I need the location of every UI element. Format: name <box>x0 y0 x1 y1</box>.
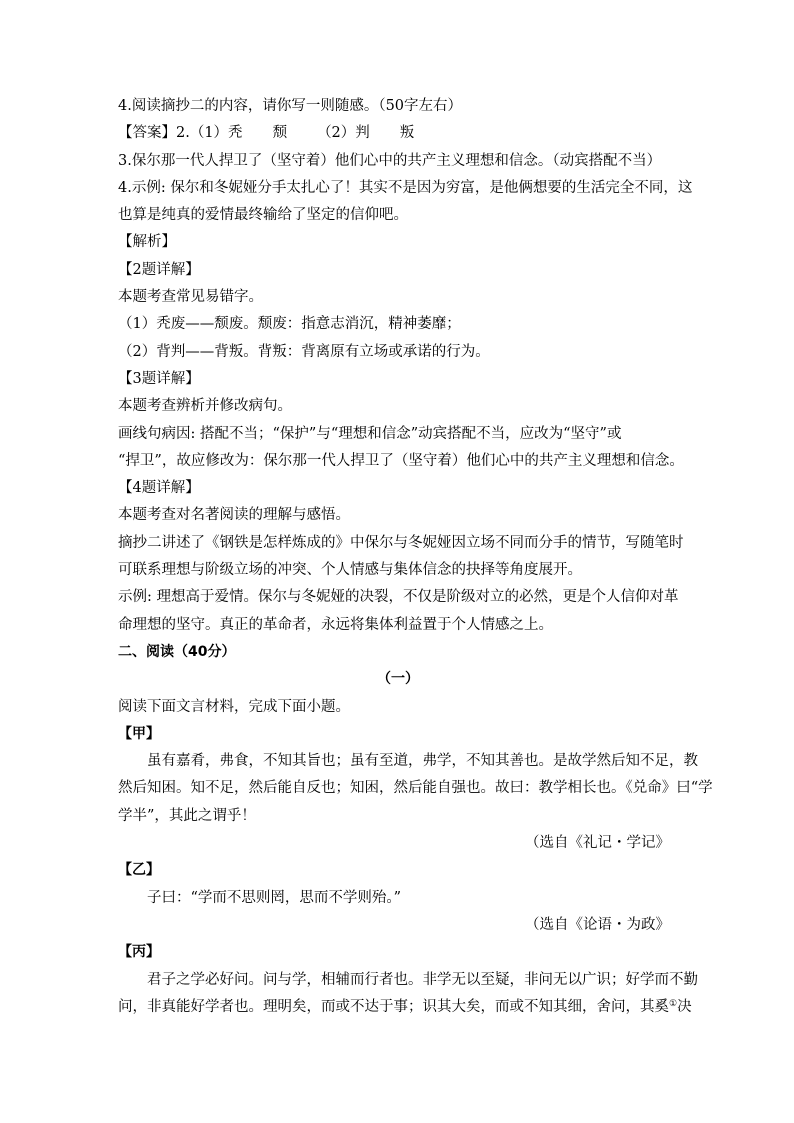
q4-detail-intro: 本题考查对名著阅读的理解与感悟。 <box>118 507 350 524</box>
passage-yi-text: 子曰：“学而不思则罔，思而不学则殆。” <box>147 889 402 906</box>
passage-yi-label: 【乙】 <box>118 862 160 879</box>
answer-4-line1: 4.示例: 保尔和冬妮娅分手太扎心了！其实不是因为穷富，是他俩想要的生活完全不同，这 <box>118 179 693 196</box>
passage-yi-source: （选自《论语・为政》 <box>525 916 670 933</box>
q4-detail-heading: 【4题详解】 <box>118 480 200 497</box>
q4-example-1: 示例: 理想高于爱情。保尔与冬妮娅的决裂，不仅是阶级对立的必然，更是个人信仰对革 <box>118 589 679 606</box>
answer-line <box>118 120 678 147</box>
q4-detail-2: 可联系理想与阶级立场的冲突、个人情感与集体信念的抉择等角度展开。 <box>118 562 582 579</box>
section-reading-heading: 二、阅读（40分） <box>118 643 236 660</box>
answer-2-word2: 叛 <box>399 125 415 142</box>
subsection-one-heading: （一） <box>377 671 419 688</box>
document-page <box>118 93 713 1021</box>
passage-jia-source: （选自《礼记・学记》 <box>525 835 670 852</box>
passage-jia-line1: 虽有嘉肴，弗食，不知其旨也；虽有至道，弗学，不知其善也。是故学然后知不足，教 <box>147 753 698 770</box>
passage-jia-line2: 然后知困。知不足，然后能自反也；知困，然后能自强也。故曰：教学相长也。《兑命》曰“学 <box>118 780 713 797</box>
q2-detail-heading: 【2题详解】 <box>118 261 200 278</box>
q3-detail-2: “捍卫”，故应修改为：保尔那一代人捍卫了（坚守着）他们心中的共产主义理想和信念。 <box>118 452 684 469</box>
reading-instruction: 阅读下面文言材料，完成下面小题。 <box>118 698 350 715</box>
q3-detail-1: 画线句病因: 搭配不当；“保护”与“理想和信念”动宾搭配不当，应改为“坚守”或 <box>118 425 622 442</box>
answer-2-part1: 【答案】2.（1）秃 <box>118 125 243 142</box>
footnote-marker: ① <box>669 998 678 1009</box>
question-4: 4.阅读摘抄二的内容，请你写一则随感。（50字左右） <box>118 98 463 114</box>
passage-bing-line2-text: 问，非真能好学者也。理明矣，而或不达于事；识其大矣，而或不知其细，舍问，其奚 <box>118 998 669 1015</box>
answer-3: 3.保尔那一代人捍卫了（坚守着）他们心中的共产主义理想和信念。（动宾搭配不当） <box>118 152 662 169</box>
analysis-heading: 【解析】 <box>118 234 176 251</box>
q3-detail-intro: 本题考查辨析并修改病句。 <box>118 398 292 415</box>
passage-bing-label: 【丙】 <box>118 944 160 961</box>
answer-4-line2: 也算是纯真的爱情最终输给了坚定的信仰吧。 <box>118 207 408 224</box>
answer-2-word1: 颓 <box>272 125 288 142</box>
passage-bing-line1: 君子之学必好问。问与学，相辅而行者也。非学无以至疑，非问无以广识；好学而不勤 <box>147 971 698 988</box>
passage-jia-line3: 学半”，其此之谓乎！ <box>118 807 256 824</box>
q3-detail-heading: 【3题详解】 <box>118 370 200 387</box>
q4-example-2: 命理想的坚守。真正的革命者，永远将集体利益置于个人情感之上。 <box>118 616 553 633</box>
passage-bing-line2-end: 决 <box>677 998 692 1015</box>
q4-detail-1: 摘抄二讲述了《钢铁是怎样炼成的》中保尔与冬妮娅因立场不同而分手的情节，写随笔时 <box>118 534 684 551</box>
passage-jia-label: 【甲】 <box>118 725 160 742</box>
q2-detail-intro: 本题考查常见易错字。 <box>118 289 263 306</box>
q2-detail-2: （2）背判——背叛。背叛：背离原有立场或承诺的行为。 <box>118 343 490 360</box>
passage-bing-line2 <box>118 994 692 1021</box>
answer-2-part2: （2）判 <box>317 125 370 142</box>
q2-detail-1: （1）秃废——颓废。颓废：指意志消沉，精神萎靡； <box>118 316 461 333</box>
